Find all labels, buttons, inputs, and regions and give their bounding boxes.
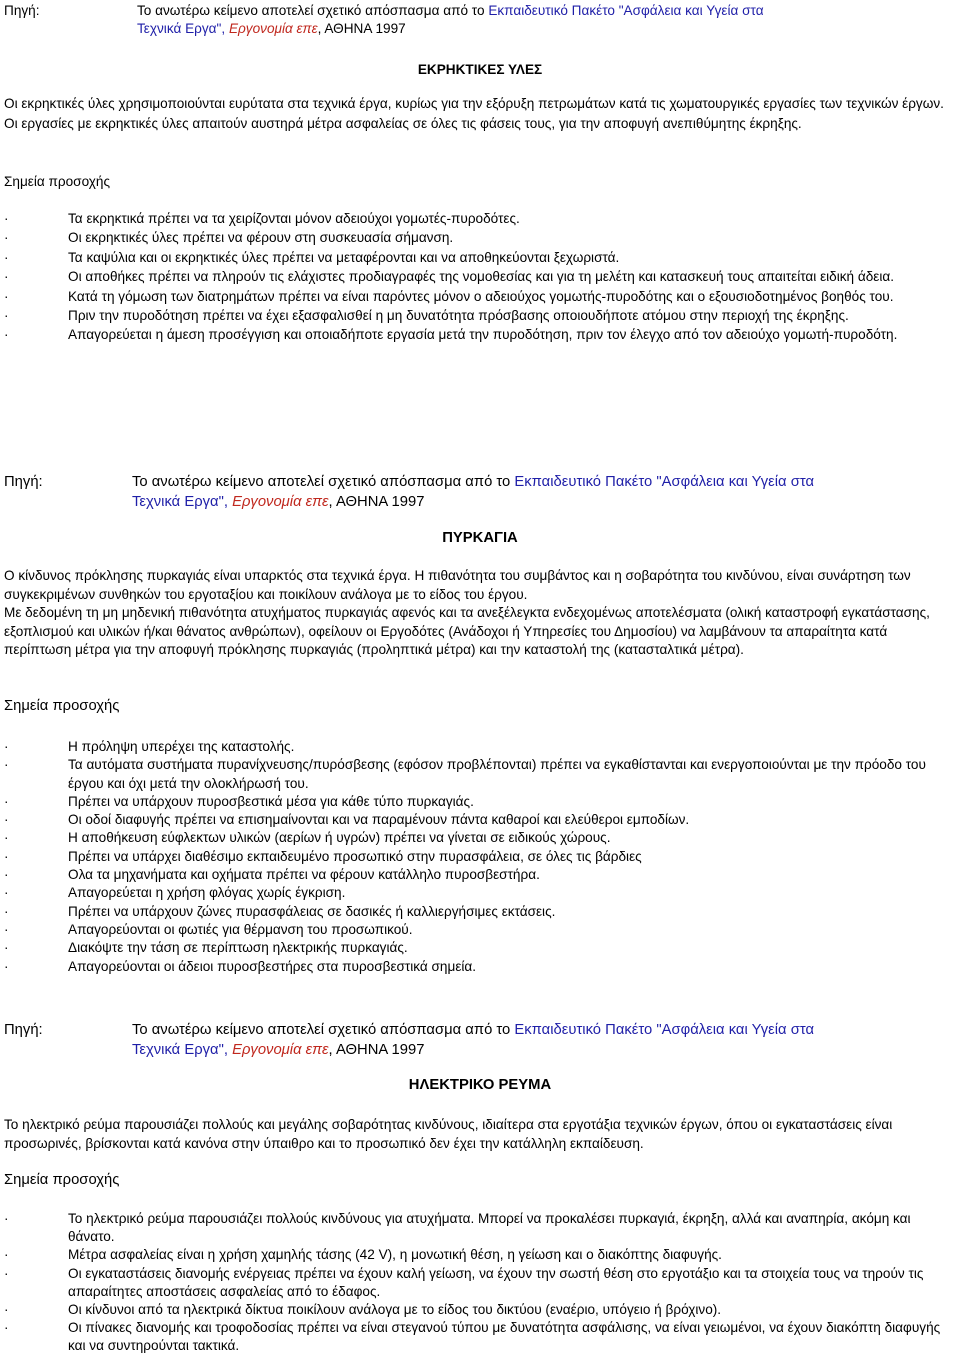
points-list-explosives: [4, 209, 957, 345]
list-item: · Η αποθήκευση εύφλεκτων υλικών (αερίων ή υγρών) πρέπει να γίνεται σε ειδικούς χώρους.: [4, 829, 957, 847]
attention-heading: Σημεία προσοχής: [4, 174, 111, 189]
list-item: · Οι εκρηκτικές ύλες πρέπει να φέρουν στη συσκευασία σήμανση.: [4, 228, 957, 247]
bullet: ·: [4, 793, 9, 809]
bullet: ·: [4, 1265, 9, 1281]
source-link[interactable]: Εκπαιδευτικό Πακέτο "Ασφάλεια και Υγεία στα: [488, 3, 764, 18]
bullet: ·: [4, 830, 9, 846]
section-title-fire: ΠΥΡΚΑΓΙΑ: [442, 530, 518, 546]
list-item: · Τα εκρηκτικά πρέπει να τα χειρίζονται μόνον αδειούχοι γομωτές-πυροδότες.: [4, 209, 957, 228]
bullet: ·: [4, 958, 9, 974]
bullet: ·: [4, 327, 9, 343]
publisher-name: Εργονομία επε: [232, 1042, 329, 1058]
bullet: ·: [4, 921, 9, 937]
bullet: ·: [4, 308, 9, 324]
list-item: · Μέτρα ασφαλείας είναι η χρήση χαμηλής τάσης (42 V), η μονωτική θέση, η γείωση και ο διακόπτης διαφυγής.: [4, 1246, 957, 1264]
list-item: · Ολα τα μηχανήματα και οχήματα πρέπει να φέρουν κατάλληλο πυροσβεστήρα.: [4, 866, 957, 884]
source-text: [132, 1020, 918, 1060]
source-label: Πηγή:: [4, 3, 40, 18]
section-title-electric: ΗΛΕΚΤΡΙΚΟ ΡΕΥΜΑ: [408, 1077, 552, 1093]
source-suffix: , ΑΘΗΝΑ 1997: [317, 21, 406, 36]
list-item: · Οι εγκαταστάσεις διανομής ενέργειας πρέπει να έχουν καλή γείωση, να έχουν την σωστή θέση στο εργοτάξιο και τα στοιχεία τους να τηρούν τις απαραίτητες αποστάσεις ασφαλείας από το έδαφος.: [4, 1265, 924, 1299]
list-item: · Κατά τη γόμωση των διατρημάτων πρέπει να είναι παρόντες μόνον ο αδειούχος γομωτής-πυροδότης και ο εξουσιοδοτημένος βοηθός του.: [4, 287, 957, 306]
intro-paragraph: Ο κίνδυνος πρόκλησης πυρκαγιάς είναι υπαρκτός στα τεχνικά έργα. Η πιθανότητα του συμβάντος και η σοβαρότητα του κινδύνου, είναι συνάρτηση των συγκεκριμένων συνθηκών του εργοταξίου και ποικίλουν ανάλογα με το είδος του έργου.: [4, 568, 911, 602]
bullet: ·: [4, 288, 9, 304]
bullet: ·: [4, 1320, 9, 1336]
bullet: ·: [4, 867, 9, 883]
points-list-fire: [4, 738, 957, 976]
source-suffix: , ΑΘΗΝΑ 1997: [328, 494, 425, 510]
source-citation: [4, 472, 954, 512]
bullet: ·: [4, 1211, 9, 1226]
list-item: · Πρέπει να υπάρχει διαθέσιμο εκπαιδευμένο προσωπικό στην πυρασφάλεια, σε όλες τις βάρδιες: [4, 848, 957, 866]
list-item: · Οι κίνδυνοι από τα ηλεκτρικά δίκτυα ποικίλουν ανάλογα με το είδος του δικτύου (εναέριο, υπόγειο ή βρόχινο).: [4, 1301, 957, 1319]
bullet: ·: [4, 903, 9, 919]
bullet: ·: [4, 757, 9, 773]
list-item: · Απαγορεύονται οι φωτιές για θέρμανση του προσωπικού.: [4, 921, 957, 939]
list-item: · Οι αποθήκες πρέπει να πληρούν τις ελάχιστες προδιαγραφές της νομοθεσίας και για τη μελέτη και κατασκευή τους απαιτείται ειδική άδεια.: [4, 267, 957, 286]
source-text: [137, 2, 954, 38]
source-prefix: Το ανωτέρω κείμενο αποτελεί σχετικό απόσπασμα από το: [132, 474, 511, 490]
section-intro-explosives: Οι εκρηκτικές ύλες χρησιμοποιούνται ευρύτατα στα τεχνικά έργα, κυρίως για την εξόρυξη πετρωμάτων κατά τις χωματουργικές εργασίες των τεχνικών έργων. Οι εργασίες με εκρηκτικές ύλες απαιτούν αυστηρά μέτρα ασφαλείας σε όλες τις φάσεις τους, για την αποφυγή ανεπιθύμητης έκρηξης.: [4, 96, 944, 131]
source-suffix: , ΑΘΗΝΑ 1997: [328, 1042, 425, 1058]
list-item: · Διακόψτε την τάση σε περίπτωση ηλεκτρικής πυρκαγιάς.: [4, 939, 957, 957]
list-item: · Τα αυτόματα συστήματα πυρανίχνευσης/πυρόσβεσης (εφόσον προβλέπονται) πρέπει να εγκαθίστανται και ενεργοποιούνται με την πρόοδο του έργου και όχι μετά την ολοκλήρωσή του.: [4, 757, 926, 791]
list-item: · Πριν την πυροδότηση πρέπει να έχει εξασφαλισθεί η μη δυνατότητα πρόσβασης οποιουδήποτε ατόμου στην περιοχή της έκρηξης.: [4, 306, 957, 325]
bullet: ·: [4, 269, 9, 285]
list-item: · Πρέπει να υπάρχουν ζώνες πυρασφάλειας σε δασικές ή καλλιεργήσιμες εκτάσεις.: [4, 903, 957, 921]
bullet: ·: [4, 249, 9, 265]
section-intro-electric: Το ηλεκτρικό ρεύμα παρουσιάζει πολλούς και μεγάλης σοβαρότητας κινδύνους, ιδιαίτερα στα εργοτάξια τεχνικών έργων, όπου οι εγκαταστάσεις είναι προσωρινές, βρίσκονται κατά κανόνα στην ύπαιθρο και το προσωπικό δεν έχει την κατάλληλη εκπαίδευση.: [4, 1117, 893, 1151]
list-item: · Οι οδοί διαφυγής πρέπει να επισημαίνονται και να παραμένουν πάντα καθαροί και ελεύθεροι εμποδίων.: [4, 811, 957, 829]
source-label: Πηγή:: [4, 474, 43, 490]
bullet: ·: [4, 812, 9, 828]
source-citation: [4, 2, 954, 38]
source-link[interactable]: Εκπαιδευτικό Πακέτο "Ασφάλεια και Υγεία στα: [514, 474, 815, 490]
publisher-name: Εργονομία επε: [232, 494, 329, 510]
list-item: · Απαγορεύεται η χρήση φλόγας χωρίς έγκριση.: [4, 884, 957, 902]
intro-paragraph: Με δεδομένη τη μη μηδενική πιθανότητα ατυχήματος πυρκαγιάς αφενός και τα ανεξέλεγκτα ενδεχομένως αποτελέσματα (ολική καταστροφή εγκατάστασης, εξοπλισμού και υλικών ή/και θάνατος ανθρώπων), οφείλουν οι Εργοδότες (Ανάδοχοι ή Υπηρεσίες του Δημοσίου) να λαμβάνουν τα απαραίτητα κατά περίπτωση μέτρα για την αποφυγή πρόκλησης πυρκαγιάς (προληπτικά μέτρα) και την καταστολή της (κατασταλτικά μέτρα).: [4, 605, 930, 657]
bullet: ·: [4, 1247, 9, 1263]
source-link-continued[interactable]: Τεχνικά Εργα",: [132, 494, 228, 510]
bullet: ·: [4, 739, 9, 754]
source-prefix: Το ανωτέρω κείμενο αποτελεί σχετικό απόσπασμα από το: [137, 3, 485, 18]
bullet: ·: [4, 940, 9, 956]
attention-heading: Σημεία προσοχής: [4, 698, 120, 714]
source-link-continued[interactable]: Τεχνικά Εργα",: [132, 1042, 228, 1058]
list-item: · Απαγορεύονται οι άδειοι πυροσβεστήρες στα πυροσβεστικά σημεία.: [4, 958, 957, 976]
section-intro-fire: [4, 567, 957, 660]
list-item: · Η πρόληψη υπερέχει της καταστολής.: [4, 738, 957, 756]
source-link[interactable]: Εκπαιδευτικό Πακέτο "Ασφάλεια και Υγεία στα: [514, 1022, 815, 1038]
bullet: ·: [4, 211, 9, 226]
bullet: ·: [4, 1302, 9, 1318]
source-prefix: Το ανωτέρω κείμενο αποτελεί σχετικό απόσπασμα από το: [132, 1022, 511, 1038]
source-label: Πηγή:: [4, 1022, 43, 1038]
attention-heading: Σημεία προσοχής: [4, 1172, 120, 1188]
bullet: ·: [4, 230, 9, 246]
list-item: · Τα καψύλια και οι εκρηκτικές ύλες πρέπει να μεταφέρονται και να αποθηκεύονται ξεχωριστά.: [4, 248, 957, 267]
source-text: [132, 472, 918, 512]
points-list-electric: [4, 1210, 957, 1356]
list-item: · Απαγορεύεται η άμεση προσέγγιση και οποιαδήποτε εργασία μετά την πυροδότηση, πριν τον έλεγχο από τον αδειούχο γομωτή-πυροδότη.: [4, 325, 957, 344]
list-item: · Πρέπει να υπάρχουν πυροσβεστικά μέσα για κάθε τύπο πυρκαγιάς.: [4, 793, 957, 811]
source-citation: [4, 1020, 954, 1060]
publisher-name: Εργονομία επε: [228, 21, 318, 36]
list-item: · Το ηλεκτρικό ρεύμα παρουσιάζει πολλούς κινδύνους για ατυχήματα. Μπορεί να προκαλέσει πυρκαγιά, έκρηξη, αλλά και αναπηρία, ακόμη και θάνατο.: [4, 1211, 911, 1245]
bullet: ·: [4, 848, 9, 864]
bullet: ·: [4, 885, 9, 901]
section-title-explosives: ΕΚΡΗΚΤΙΚΕΣ ΥΛΕΣ: [417, 62, 543, 77]
list-item: · Οι πίνακες διανομής και τροφοδοσίας πρέπει να είναι στεγανού τύπου με δυνατότητα ασφάλισης, να είναι γειωμένοι, να έχουν διακόπτη διαφυγής και να συντηρούνται τακτικά.: [4, 1320, 941, 1354]
source-link-continued[interactable]: Τεχνικά Εργα",: [137, 21, 226, 36]
